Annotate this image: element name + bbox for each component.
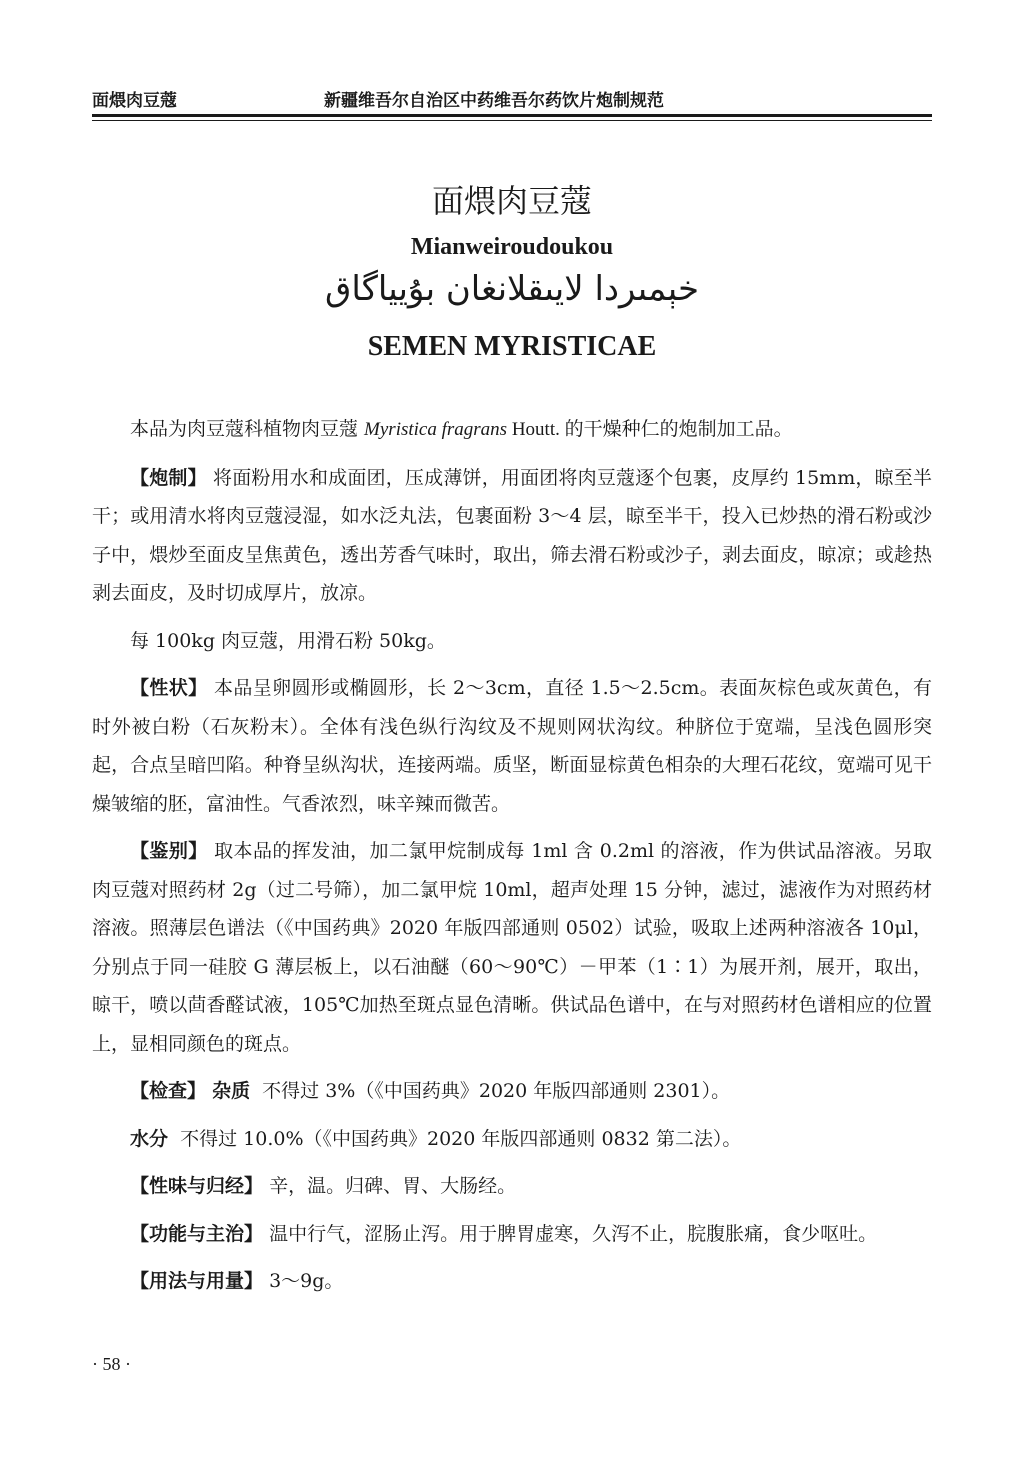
moisture-text: 不得过 10.0%（《中国药典》2020 年版四部通则 0832 第二法）。 (180, 1127, 742, 1150)
identification-label: 【鉴别】 (130, 840, 208, 862)
header-book-title: 新疆维吾尔自治区中药维吾尔药饮片炮制规范 (324, 91, 664, 111)
impurity-text: 不得过 3%（《中国药典》2020 年版四部通则 2301）。 (262, 1080, 731, 1102)
intro-paragraph (92, 410, 932, 450)
header-rule-thick (92, 114, 932, 117)
nature-text: 辛，温。归碑、胃、大肠经。 (269, 1175, 517, 1197)
characters-label: 【性状】 (130, 677, 208, 699)
moisture-label: 水分 (130, 1127, 169, 1150)
title-latin: SEMEN MYRISTICAE (367, 331, 657, 362)
nature-paragraph (92, 1167, 932, 1206)
title-chinese: 面煨肉豆蔻 (431, 182, 592, 220)
nature-label: 【性味与归经】 (130, 1175, 264, 1197)
species-name: Myristica fragrans (364, 419, 508, 440)
usage-paragraph (92, 1262, 932, 1301)
identification-paragraph (92, 832, 932, 1063)
header-rule-thin (92, 120, 932, 121)
title-block (0, 178, 1024, 366)
processing-label: 【炮制】 (130, 466, 207, 489)
functions-text: 温中行气，涩肠止泻。用于脾胃虚寒，久泻不止，脘腹胀痛，食少呕吐。 (269, 1222, 878, 1245)
inspection-paragraph (92, 1072, 932, 1111)
moisture-paragraph (92, 1120, 932, 1159)
inspection-label: 【检查】 (130, 1080, 207, 1102)
impurity-label: 杂质 (212, 1080, 251, 1102)
ratio-paragraph (92, 622, 932, 661)
identification-text: 取本品的挥发油，加二氯甲烷制成每 1ml 含 0.2ml 的溶液，作为供试品溶液。另取肉豆蔻对照药材 2g（过二号筛），加二氯甲烷 10ml，超声处理 15 分钟，滤过，滤液作为对照药材溶液。照薄层色谱法（《中国药典》2020 年版四部通则 0502）试验，吸取上述两种溶液各 10μl，分别点于同一硅胶 G 薄层板上，以石油醚（60～90℃）－甲苯（1∶1）为展开剂，展开，取出，晾干，喷以茴香醛试液，105℃加热至斑点显色清晰。供试品色谱中，在与对照药材色谱相应的位置上，显相同颜色的斑点。 (92, 840, 932, 1055)
title-pinyin: Mianweiroudoukou (410, 234, 614, 260)
monograph-body (92, 410, 932, 1310)
characters-paragraph (92, 669, 932, 823)
page-number: · 58 · (92, 1354, 131, 1374)
header-monograph-title: 面煨肉豆蔻 (92, 91, 177, 111)
title-uyghur: خېمىردا لايىقلانغان بۇيياگاق (325, 269, 699, 309)
running-header (92, 86, 932, 112)
ratio-text: 每 100kg 肉豆蔻，用滑石粉 50kg。 (130, 629, 446, 652)
processing-paragraph (92, 459, 932, 613)
functions-paragraph (92, 1215, 932, 1254)
characters-text: 本品呈卵圆形或椭圆形，长 2～3cm，直径 1.5～2.5cm。表面灰棕色或灰黄色，有时外被白粉（石灰粉末）。全体有浅色纵行沟纹及不规则网状沟纹。种脐位于宽端，呈浅色圆形突起，合点呈暗凹陷。种脊呈纵沟状，连接两端。质坚，断面显棕黄色相杂的大理石花纹，宽端可见干燥皱缩的胚，富油性。气香浓烈，味辛辣而微苦。 (92, 677, 932, 815)
usage-label: 【用法与用量】 (130, 1270, 264, 1292)
functions-label: 【功能与主治】 (130, 1222, 264, 1245)
usage-text: 3～9g。 (269, 1270, 344, 1292)
intro-text-post: Houtt. 的干燥种仁的炮制加工品。 (507, 419, 793, 440)
intro-text-pre: 本品为肉豆蔻科植物肉豆蔻 (130, 418, 365, 440)
processing-text: 将面粉用水和成面团，压成薄饼，用面团将肉豆蔻逐个包裹，皮厚约 15mm，晾至半干；或用清水将肉豆蔻浸湿，如水泛丸法，包裹面粉 3～4 层，晾至半干，投入已炒热的滑石粉或沙子中，煨炒至面皮呈焦黄色，透出芳香气味时，取出，筛去滑石粉或沙子，剥去面皮，晾凉；或趁热剥去面皮，及时切成厚片，放凉。 (92, 466, 932, 604)
